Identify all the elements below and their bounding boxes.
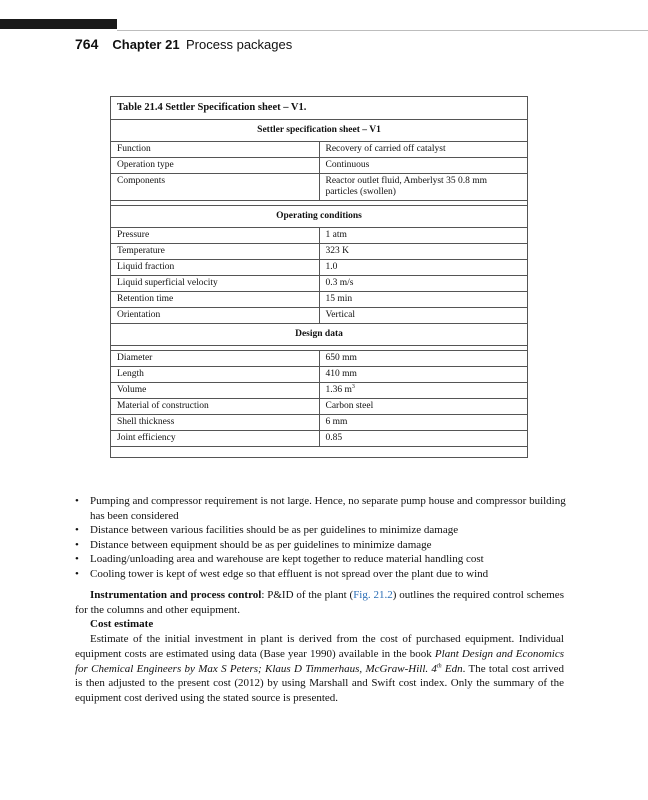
table-row <box>111 431 528 447</box>
row-value: 15 min <box>319 292 528 308</box>
bullet-icon: • <box>75 495 79 507</box>
table-row <box>111 308 528 324</box>
cost-text-b: . The total cost arrived is then adjusted to the present cost (2012) by using Marshall and Swift cost index. Only the summary of the equipment cost derived using the stated source is presented. <box>75 662 564 705</box>
row-value: Vertical <box>319 308 528 324</box>
row-label: Retention time <box>111 292 320 308</box>
running-header <box>75 36 292 54</box>
row-value: Reactor outlet fluid, Amberlyst 35 0.8 mm particles (swollen) <box>319 174 528 201</box>
row-label: Material of construction <box>111 399 320 415</box>
cost-paragraph <box>75 632 564 706</box>
settler-spec-table <box>110 96 528 458</box>
instrumentation-text-b: ) outlines the required control schemes for the columns and other equipment. <box>75 589 564 616</box>
row-value: Recovery of carried off catalyst <box>319 142 528 158</box>
table-row <box>111 158 528 174</box>
table-row <box>111 399 528 415</box>
cost-text-a: Estimate of the initial investment in plant is derived from the cost of purchased equipment. Individual equipment costs are estimated using data (Base year 1990) available in the book <box>75 633 564 660</box>
row-label: Liquid superficial velocity <box>111 276 320 292</box>
row-value: Carbon steel <box>319 399 528 415</box>
operating-conditions-title: Operating conditions <box>111 206 528 228</box>
table-row <box>111 383 528 399</box>
row-value: Continuous <box>319 158 528 174</box>
row-label: Pressure <box>111 228 320 244</box>
sheet-title: Settler specification sheet – V1 <box>111 120 528 142</box>
row-label: Shell thickness <box>111 415 320 431</box>
volume-unit-exponent: 3 <box>351 383 355 390</box>
table-row <box>111 260 528 276</box>
list-item <box>75 567 575 582</box>
design-data-title: Design data <box>111 324 528 346</box>
header-bar <box>0 19 117 29</box>
instrumentation-heading: Instrumentation and process control <box>90 589 262 601</box>
list-item <box>75 538 575 553</box>
row-value: 410 mm <box>319 367 528 383</box>
row-label: Temperature <box>111 244 320 260</box>
instrumentation-text-a: : P&ID of the plant ( <box>261 589 354 601</box>
edition-superscript: th <box>436 662 442 669</box>
list-item <box>75 523 575 538</box>
volume-value: 1.36 m <box>325 385 352 395</box>
bullet-text: Pumping and compressor requirement is not large. Hence, no separate pump house and compressor building has been considered <box>90 495 566 522</box>
row-value: 323 K <box>319 244 528 260</box>
header-rule <box>117 30 648 31</box>
table-row <box>111 142 528 158</box>
cost-heading-paragraph <box>75 617 564 632</box>
table-caption: Table 21.4 Settler Specification sheet – V1. <box>111 97 528 120</box>
row-label: Joint efficiency <box>111 431 320 447</box>
table-row <box>111 244 528 260</box>
row-value: 6 mm <box>319 415 528 431</box>
bullet-text: Distance between various facilities should be as per guidelines to minimize damage <box>90 524 459 536</box>
row-value: 0.85 <box>319 431 528 447</box>
table-row <box>111 351 528 367</box>
row-label: Orientation <box>111 308 320 324</box>
row-value <box>319 383 528 399</box>
table-row <box>111 415 528 431</box>
chapter-title: Process packages <box>186 37 293 52</box>
bullet-text: Loading/unloading area and warehouse are kept together to reduce material handling cost <box>90 553 484 565</box>
row-label: Operation type <box>111 158 320 174</box>
bullet-text: Cooling tower is kept of west edge so that effluent is not spread over the plant due to wind <box>90 567 489 580</box>
table-row <box>111 174 528 201</box>
bullet-icon: • <box>75 524 79 536</box>
list-item <box>75 494 575 523</box>
bullet-text: Distance between equipment should be as per guidelines to minimize damage <box>90 538 432 551</box>
table-row <box>111 228 528 244</box>
row-label: Liquid fraction <box>111 260 320 276</box>
table-row <box>111 367 528 383</box>
bullet-icon: • <box>75 538 79 551</box>
page-number: 764 <box>75 36 99 52</box>
row-label: Function <box>111 142 320 158</box>
instrumentation-paragraph <box>75 588 564 618</box>
row-value: 1 atm <box>319 228 528 244</box>
chapter-label: Chapter 21 <box>112 37 180 52</box>
table-row <box>111 276 528 292</box>
row-value: 650 mm <box>319 351 528 367</box>
cost-heading: Cost estimate <box>90 618 154 630</box>
list-item <box>75 552 575 567</box>
bullet-list <box>75 494 575 581</box>
bullet-icon: • <box>75 567 79 580</box>
row-label: Volume <box>111 383 320 399</box>
row-label: Components <box>111 174 320 201</box>
row-label: Diameter <box>111 351 320 367</box>
row-label: Length <box>111 367 320 383</box>
figure-link[interactable]: Fig. 21.2 <box>353 589 393 601</box>
edition-label: Edn <box>441 662 463 675</box>
row-value: 0.3 m/s <box>319 276 528 292</box>
bullet-icon: • <box>75 553 79 565</box>
book-title: Plant Design and Economics for Chemical Engineers by Max S Peters; Klaus D Timmerhaus, McGraw-Hill. 4 <box>75 647 565 675</box>
table-row <box>111 292 528 308</box>
row-value: 1.0 <box>319 260 528 276</box>
